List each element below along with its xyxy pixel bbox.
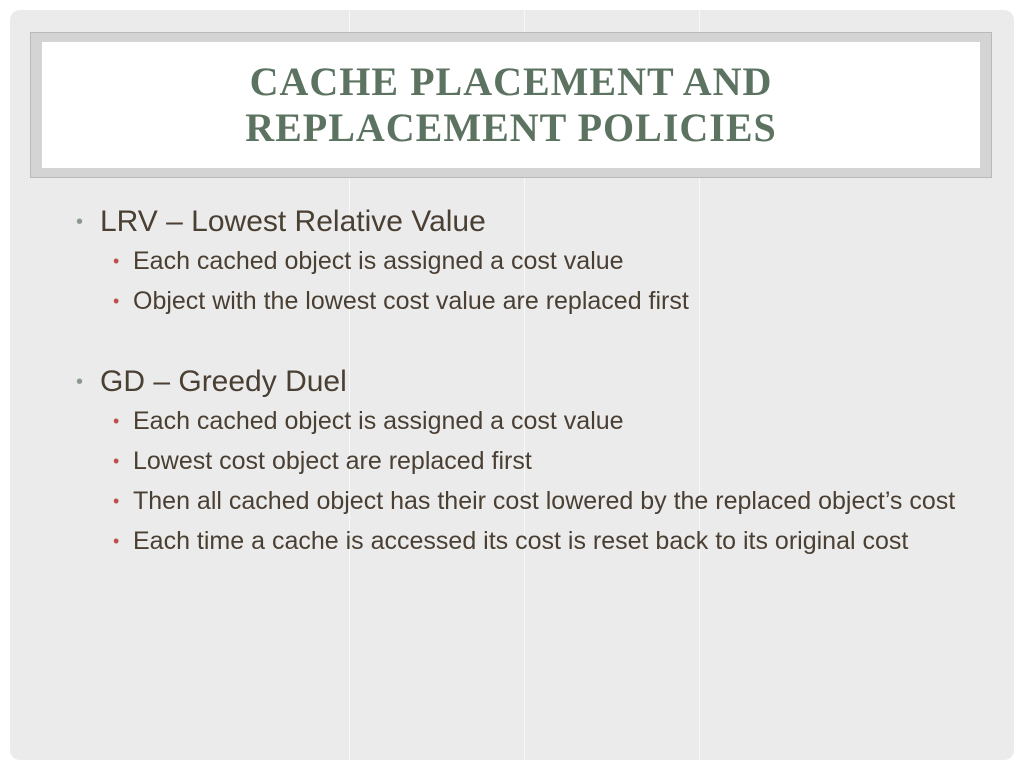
bullet-item-level1	[72, 202, 972, 242]
bullet-dot-icon: •	[113, 491, 120, 511]
bullet-text: Then all cached object has their cost lowered by the replaced object’s cost	[133, 487, 956, 515]
bullet-dot-icon: •	[113, 531, 120, 551]
slide	[10, 10, 1014, 760]
bullet-text: Object with the lowest cost value are replaced first	[133, 287, 689, 315]
bullet-dot-icon: •	[76, 211, 84, 233]
bullet-item-level2	[72, 444, 972, 478]
sub-bullet-list	[72, 244, 972, 318]
bullet-group	[72, 202, 972, 318]
bullet-list	[72, 202, 972, 564]
bullet-text: Each time a cache is accessed its cost is reset back to its original cost	[133, 527, 909, 555]
bullet-dot-icon: •	[76, 371, 84, 393]
bullet-dot-icon: •	[113, 451, 120, 471]
title-box	[42, 42, 980, 168]
bullet-group	[72, 362, 972, 558]
slide-title: CACHE PLACEMENT AND REPLACEMENT POLICIES	[245, 59, 777, 150]
spacer	[72, 324, 972, 362]
bullet-text: Each cached object is assigned a cost value	[133, 407, 624, 435]
sub-bullet-list	[72, 404, 972, 558]
bullet-dot-icon: •	[113, 251, 120, 271]
bullet-dot-icon: •	[113, 291, 120, 311]
bullet-text: Lowest cost object are replaced first	[133, 447, 532, 475]
bullet-item-level2	[72, 404, 972, 438]
bullet-item-level2	[72, 484, 972, 518]
bullet-text: LRV – Lowest Relative Value	[100, 205, 486, 238]
bullet-dot-icon: •	[113, 411, 120, 431]
bullet-item-level1	[72, 362, 972, 402]
bullet-item-level2	[72, 524, 972, 558]
bullet-item-level2	[72, 284, 972, 318]
bullet-text: Each cached object is assigned a cost value	[133, 247, 624, 275]
bullet-item-level2	[72, 244, 972, 278]
bullet-text: GD – Greedy Duel	[100, 365, 347, 398]
